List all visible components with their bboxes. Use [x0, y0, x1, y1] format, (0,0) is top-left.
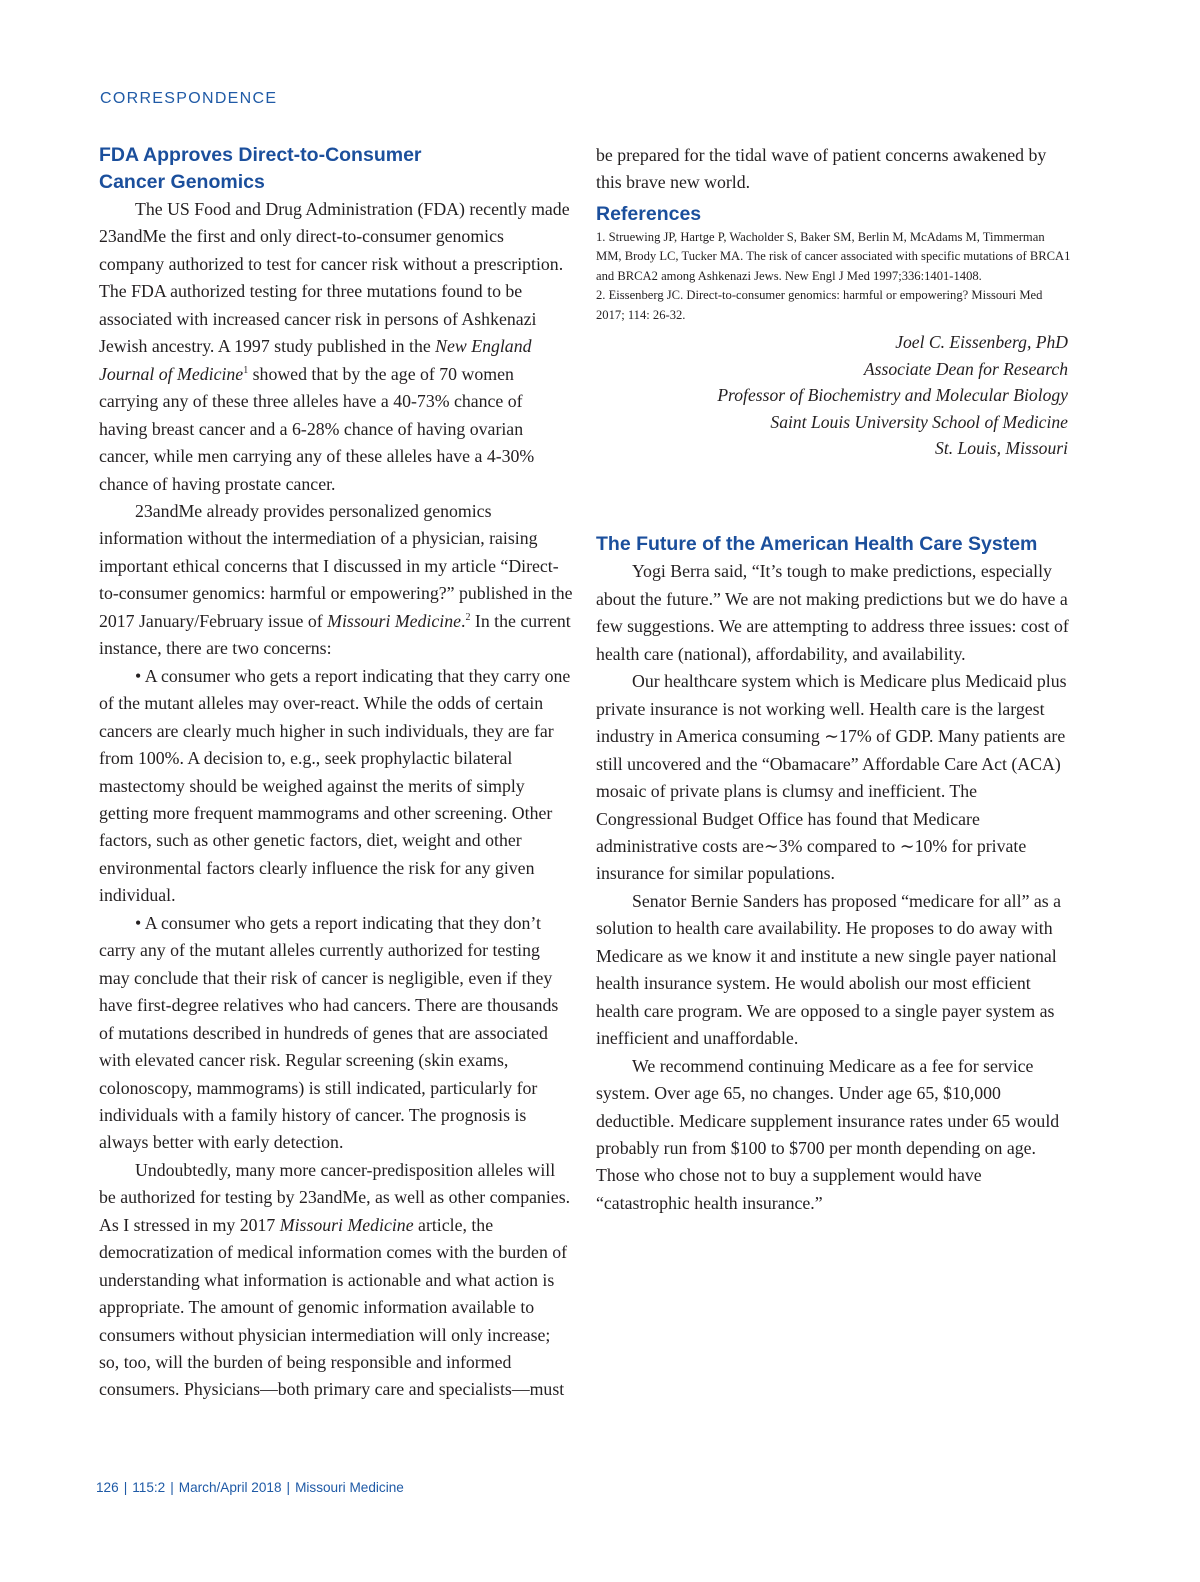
- article-paragraph: We recommend continuing Medicare as a fee for service system. Over age 65, no changes. Under age 65, $10,000 deductible. Medicare supplement insurance rates under 65 would probably run from $100 to $700 per month depending on age. Those who chose not to buy a supplement would have “catastrophic health insurance.”: [596, 1055, 1060, 1213]
- issue-date: March/April 2018: [178, 1480, 282, 1495]
- reference-item: 1. Struewing JP, Hartge P, Wacholder S, Baker SM, Berlin M, McAdams M, Timmerman MM, Brody LC, Tucker MA. The risk of cancer associated with specific mutations of BRCA1 and BRCA2 among Ashkenazi Jews. New Engl J Med 1997;336:1401-1408.: [596, 229, 1071, 283]
- author-institution: Saint Louis University School of Medicine: [770, 411, 1068, 432]
- article-paragraph: The US Food and Drug Administration (FDA) recently made 23andMe the first and only direct-to-consumer genomics company authorized to test for cancer risk without a prescription. The FDA authorized testing for three mutations found to be associated with increased cancer risk in persons of Ashkenazi Jewish ancestry. A 1997 study published in the New England Journal of Medicine$^1$ showed that by the age of 70 women carrying any of these three alleles have a 40-73% chance of having breast cancer and a 6-28% chance of having ovarian cancer, while men carrying any of these alleles have a 4-30% chance of having prostate cancer.: [99, 199, 570, 494]
- article-paragraph-continued: be prepared for the tidal wave of patient concerns awakened by this brave new world.: [596, 145, 1047, 193]
- citation-marker: 2: [465, 611, 471, 623]
- left-column: [99, 142, 573, 1404]
- footer-separator: |: [123, 1480, 128, 1495]
- author-title: Professor of Biochemistry and Molecular Biology: [717, 385, 1068, 406]
- journal-name: Missouri Medicine: [279, 1214, 414, 1235]
- references-heading: References: [596, 202, 702, 225]
- journal-name: Missouri Medicine: [327, 610, 461, 631]
- author-name: Joel C. Eissenberg, PhD: [895, 332, 1068, 353]
- reference-item: 2. Eissenberg JC. Direct-to-consumer genomics: harmful or empowering? Missouri Med 2017; 114: 26-32.: [596, 288, 1043, 322]
- article-paragraph: Senator Bernie Sanders has proposed “medicare for all” as a solution to health care availability. He proposes to do away with Medicare as we know it and institute a new single payer national health insurance system. He would abolish our most efficient health care program. We are opposed to a single payer system as inefficient and unaffordable.: [596, 890, 1062, 1049]
- footer-separator: |: [170, 1480, 174, 1495]
- article-title: The Future of the American Health Care System: [596, 533, 1038, 556]
- volume-issue: 115:2: [132, 1480, 166, 1495]
- signature-block: [596, 329, 1071, 461]
- section-spacer: [596, 461, 1071, 531]
- author-location: St. Louis, Missouri: [935, 438, 1068, 459]
- citation-marker: 1: [243, 364, 249, 376]
- journal-title: Missouri Medicine: [295, 1480, 404, 1495]
- article-title-line-2: Cancer Genomics: [99, 171, 265, 193]
- article-title-line-1: FDA Approves Direct-to-Consumer: [99, 144, 422, 166]
- bullet-paragraph: • A consumer who gets a report indicating that they carry one of the mutant alleles may over-react. While the odds of certain cancers are clearly much higher in such individuals, they are far from 100%. A decision to, e.g., seek prophylactic bilateral mastectomy should be weighed against the merits of simply getting more frequent mammograms and other screening. Other factors, such as other genetic factors, diet, weight and other environmental factors clearly influence the risk for any given individual.: [99, 665, 571, 906]
- article-title: [99, 142, 573, 196]
- section-label: CORRESPONDENCE: [100, 90, 278, 107]
- journal-name: New England Journal of Medicine: [99, 336, 532, 384]
- article-paragraph: 23andMe already provides personalized genomics information without the intermediation of a physician, raising important ethical concerns that I discussed in my article “Direct-to-consumer genomics: harmful or empowering?” published in the 2017 January/February issue of Missouri Medicine.$^2$ In the current instance, there are two concerns:: [99, 500, 573, 659]
- page-number: 126: [96, 1480, 119, 1495]
- bullet-paragraph: • A consumer who gets a report indicating that they don’t carry any of the mutant alleles currently authorized for testing may conclude that their risk of cancer is negligible, even if they have first-degree relatives who had cancers. There are thousands of mutations described in hundreds of genes that are associated with elevated cancer risk. Regular screening (skin exams, colonoscopy, mammograms) is still indicated, particularly for individuals with a family history of cancer. The prognosis is always better with early detection.: [99, 912, 559, 1153]
- article-paragraph: Our healthcare system which is Medicare plus Medicaid plus private insurance is not working well. Health care is the largest industry in America consuming ∼17% of GDP. Many patients are still uncovered and the “Obamacare” Affordable Care Act (ACA) mosaic of private plans is clumsy and inefficient. The Congressional Budget Office has found that Medicare administrative costs are∼3% compared to ∼10% for private insurance for similar populations.: [596, 671, 1067, 884]
- article-paragraph: Yogi Berra said, “It’s tough to make predictions, especially about the future.” We are not making predictions but we do have a few suggestions. We are attempting to address three issues: cost of health care (national), affordability, and availability.: [596, 561, 1069, 664]
- article-paragraph: Undoubtedly, many more cancer-predisposition alleles will be authorized for testing by 23andMe, as well as other companies. As I stressed in my 2017 Missouri Medicine article, the democratization of medical information comes with the burden of understanding what information is actionable and what action is appropriate. The amount of genomic information available to consumers without physician intermediation will only increase; so, too, will the burden of being responsible and informed consumers. Physicians—both primary care and specialists—must: [99, 1159, 571, 1400]
- right-column: [596, 142, 1071, 1217]
- author-title: Associate Dean for Research: [863, 358, 1068, 379]
- footer-separator: |: [286, 1480, 291, 1495]
- page-footer: [96, 1480, 404, 1495]
